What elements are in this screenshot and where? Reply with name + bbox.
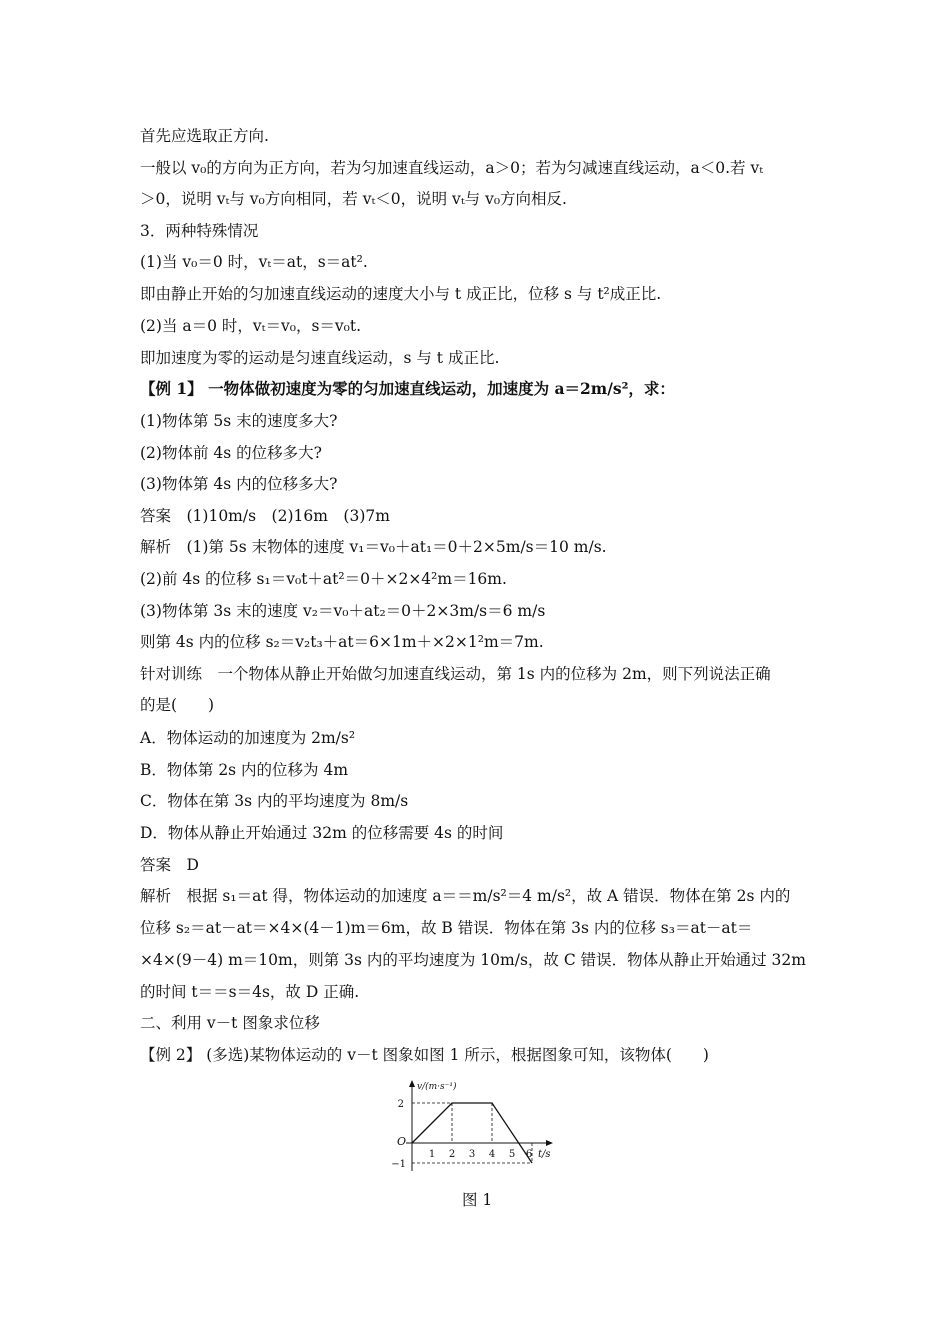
text-line: 首先应选取正方向. [140,127,269,145]
x-tick-label: 6 [525,1149,533,1160]
answer-line: 答案 (1)10m/s (2)16m (3)7m [140,507,390,525]
solution-line: (2)前 4s 的位移 s₁＝v₀t＋at²＝0＋×2×4²m＝16m. [140,570,507,588]
option-c: C．物体在第 3s 内的平均速度为 8m/s [140,792,409,810]
text-line: 一般以 v₀的方向为正方向，若为匀加速直线运动，a＞0；若为匀减速直线运动，a＜0.若 vₜ [140,159,764,177]
solution-line: ×4×(9－4) m＝10m，则第 3s 内的平均速度为 10m/s，故 C 错误．物体从静止开始通过 32m [140,951,806,969]
solution-line: 位移 s₂＝at－at＝×4×(4－1)m＝6m，故 B 错误．物体在第 3s 内的位移 s₃＝at－at＝ [140,919,753,937]
text-line: (2)当 a＝0 时，vₜ＝v₀，s＝v₀t. [140,317,362,335]
vt-graph [372,1075,562,1190]
option-d: D．物体从静止开始通过 32m 的位移需要 4s 的时间 [140,824,504,842]
answer-line: 答案 D [140,856,199,874]
option-a: A．物体运动的加速度为 2m/s² [140,729,356,747]
x-axis-arrow [546,1140,553,1146]
text-line: 的是( ) [140,696,215,714]
exercise-title: 针对训练 一个物体从静止开始做匀加速直线运动，第 1s 内的位移为 2m，则下列说法正确 [140,665,771,683]
y-tick-label: 2 [397,1099,404,1110]
figure-caption: 图 1 [462,1191,493,1209]
x-tick-label: 4 [488,1149,496,1160]
text-line: 即由静止开始的匀加速直线运动的速度大小与 t 成正比，位移 s 与 t²成正比. [140,285,662,303]
y-axis-label: v/(m·s⁻¹) [417,1082,457,1092]
section-heading: 二、利用 v－t 图象求位移 [140,1014,320,1032]
section-heading: 3．两种特殊情况 [140,222,259,240]
x-axis-label: t/s [538,1149,551,1160]
solution-line: 的时间 t＝＝s＝4s，故 D 正确. [140,983,360,1001]
question-item: (2)物体前 4s 的位移多大? [140,444,322,462]
y-tick-label: −1 [391,1159,406,1170]
text-line: (1)当 v₀＝0 时，vₜ＝at，s＝at². [140,253,368,271]
solution-line: 解析 (1)第 5s 末物体的速度 v₁＝v₀＋at₁＝0＋2×5m/s＝10 m/s. [140,538,607,556]
solution-line: 解析 根据 s₁＝at 得，物体运动的加速度 a＝＝m/s²＝4 m/s²，故 A 错误．物体在第 2s 内的 [140,887,791,905]
question-item: (1)物体第 5s 末的速度多大? [140,412,338,430]
y-axis-arrow [409,1080,415,1087]
example-1-title: 【例 1】 一物体做初速度为零的匀加速直线运动，加速度为 a＝2m/s²，求： [140,379,675,398]
example-2-title: 【例 2】 (多选)某物体运动的 v－t 图象如图 1 所示，根据图象可知，该物体( ) [140,1046,709,1064]
question-item: (3)物体第 4s 内的位移多大? [140,475,338,493]
x-tick-label: 5 [508,1149,516,1160]
x-tick-label: 1 [428,1149,436,1160]
option-b: B．物体第 2s 内的位移为 4m [140,761,349,779]
x-tick-label: 2 [448,1149,456,1160]
solution-line: 则第 4s 内的位移 s₂＝v₂t₃＋at＝6×1m＋×2×1²m＝7m. [140,633,544,651]
origin-label: O [396,1135,406,1148]
text-line: 即加速度为零的运动是匀速直线运动，s 与 t 成正比. [140,349,500,367]
solution-line: (3)物体第 3s 末的速度 v₂＝v₀＋at₂＝0＋2×3m/s＝6 m/s [140,602,546,620]
text-line: ＞0，说明 vₜ与 v₀方向相同，若 vₜ＜0，说明 vₜ与 v₀方向相反. [140,190,567,208]
x-tick-label: 3 [468,1149,476,1160]
